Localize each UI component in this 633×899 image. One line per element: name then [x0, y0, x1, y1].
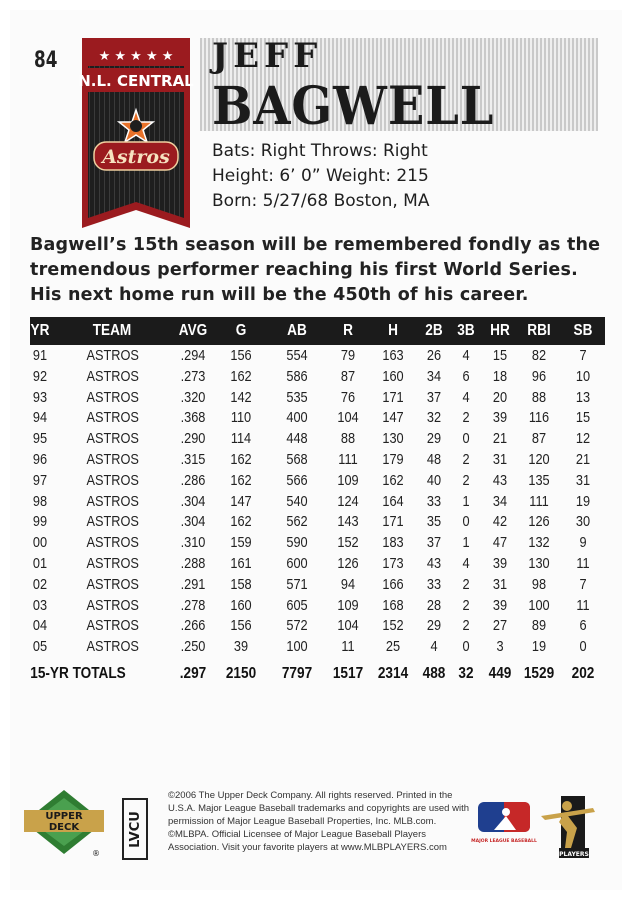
col-header-sb: SB: [573, 322, 593, 339]
stat-cell-2b: 33: [426, 575, 442, 593]
col-header-2b: 2B: [425, 322, 443, 339]
stat-cell-2b: 48: [426, 450, 442, 468]
svg-text:★ ★ ★ ★ ★: ★ ★ ★ ★ ★: [98, 49, 174, 64]
stat-cell-sb: 13: [575, 388, 591, 406]
stat-cell-g: 156: [230, 617, 252, 635]
stat-cell-team: ASTROS: [86, 638, 139, 656]
stat-cell-3b: 0: [462, 638, 470, 656]
col-header-hr: HR: [490, 322, 510, 339]
last-name: BAGWELL: [212, 76, 495, 137]
stat-cell-g: 147: [230, 492, 252, 510]
stat-cell-r: 109: [337, 471, 359, 489]
upper-deck-line1: UPPER: [45, 811, 83, 822]
stat-cell-hr: 18: [492, 367, 508, 385]
career-blurb: Bagwell’s 15th season will be remembered fondly as the tremendous performer reaching his first World Series. His next home run will be the 450th of his career.: [30, 235, 601, 305]
stat-cell-avg: .310: [180, 534, 206, 552]
stat-cell-g: 162: [230, 450, 252, 468]
stat-cell-rbi: 100: [528, 596, 550, 614]
totals-cell: .297: [179, 664, 207, 682]
stat-cell-avg: .304: [180, 492, 206, 510]
stat-cell-sb: 9: [579, 534, 587, 552]
first-name: JEFF: [212, 36, 323, 76]
stat-cell-avg: .250: [180, 638, 206, 656]
mlb-logo-icon: [471, 800, 537, 846]
stats-row: [30, 636, 605, 657]
stat-cell-g: 142: [230, 388, 252, 406]
stat-cell-r: 104: [337, 409, 359, 427]
stat-cell-team: ASTROS: [86, 575, 139, 593]
stat-cell-rbi: 19: [531, 638, 547, 656]
stat-cell-hr: 39: [492, 596, 508, 614]
stat-cell-team: ASTROS: [86, 471, 139, 489]
team-logo-text: Astros: [102, 146, 170, 168]
stat-cell-ab: 554: [286, 347, 308, 364]
stat-cell-yr: 94: [32, 409, 48, 427]
stat-cell-g: 158: [230, 575, 252, 593]
stat-cell-2b: 33: [426, 492, 442, 510]
stat-cell-sb: 7: [579, 575, 587, 593]
stat-cell-team: ASTROS: [86, 367, 139, 385]
stats-row: [30, 407, 605, 428]
bio-born: Born: 5/27/68 Boston, MA: [212, 191, 430, 211]
stat-cell-team: ASTROS: [86, 513, 139, 531]
stat-cell-ab: 540: [286, 492, 308, 510]
stat-cell-team: ASTROS: [86, 534, 139, 552]
stat-cell-yr: 92: [32, 367, 48, 385]
stat-cell-avg: .294: [180, 347, 206, 364]
stat-cell-h: 173: [382, 554, 404, 572]
stat-cell-r: 76: [340, 388, 356, 406]
stats-header-row: [30, 317, 605, 345]
stats-row: [30, 470, 605, 491]
stat-cell-sb: 6: [579, 617, 587, 635]
stat-cell-ab: 586: [286, 367, 308, 385]
stat-cell-hr: 3: [496, 638, 504, 656]
totals-cell: 1517: [332, 664, 364, 682]
stat-cell-2b: 28: [426, 596, 442, 614]
stat-cell-h: 166: [382, 575, 404, 593]
stat-cell-h: 25: [385, 638, 401, 656]
players-caption: PLAYERS: [559, 851, 589, 858]
stat-cell-hr: 39: [492, 554, 508, 572]
col-header-avg: AVG: [178, 322, 208, 339]
totals-cell: 2314: [377, 664, 409, 682]
stat-cell-ab: 448: [286, 430, 308, 448]
col-header-ab: AB: [287, 322, 307, 339]
col-header-rbi: RBI: [527, 322, 551, 339]
totals-cell: 202: [571, 664, 595, 682]
stat-cell-3b: 4: [462, 388, 470, 406]
stat-cell-rbi: 98: [531, 575, 547, 593]
stat-cell-3b: 1: [462, 492, 470, 510]
stat-cell-ab: 568: [286, 450, 308, 468]
stat-cell-h: 160: [382, 367, 404, 385]
stat-cell-h: 168: [382, 596, 404, 614]
stat-cell-h: 162: [382, 471, 404, 489]
card-code-box: [122, 798, 148, 860]
upper-deck-line2: DECK: [48, 822, 80, 833]
stat-cell-yr: 02: [32, 575, 48, 593]
card-code: LVCU: [127, 810, 143, 848]
stat-cell-r: 152: [337, 534, 359, 552]
stat-cell-rbi: 111: [529, 492, 549, 510]
svg-text:®: ®: [92, 849, 100, 858]
totals-cell: 449: [488, 664, 512, 682]
stat-cell-ab: 590: [286, 534, 308, 552]
stat-cell-avg: .266: [180, 617, 206, 635]
card-number: 84: [34, 48, 58, 73]
stat-cell-sb: 11: [576, 596, 590, 614]
stat-cell-hr: 43: [492, 471, 508, 489]
stat-cell-3b: 1: [462, 534, 470, 552]
stat-cell-ab: 605: [286, 596, 308, 614]
stat-cell-rbi: 120: [528, 450, 550, 468]
stat-cell-team: ASTROS: [86, 554, 139, 572]
stat-cell-team: ASTROS: [86, 409, 139, 427]
stat-cell-3b: 2: [462, 617, 470, 635]
stat-cell-g: 159: [230, 534, 252, 552]
stat-cell-yr: 00: [32, 534, 48, 552]
totals-cell: 7797: [281, 664, 313, 682]
stat-cell-2b: 35: [426, 513, 442, 531]
bio-bats-throws: Bats: Right Throws: Right: [212, 141, 428, 161]
stat-cell-r: 104: [337, 617, 359, 635]
bio-height-weight: Height: 6’ 0” Weight: 215: [212, 166, 429, 186]
stat-cell-avg: .286: [180, 471, 206, 489]
stat-cell-sb: 10: [575, 367, 591, 385]
stat-cell-rbi: 126: [528, 513, 550, 531]
upper-deck-logo-icon: [22, 788, 106, 858]
stat-cell-team: ASTROS: [86, 617, 139, 635]
stats-row: [30, 449, 605, 470]
stat-cell-hr: 15: [492, 347, 508, 364]
col-header-team: TEAM: [92, 322, 132, 339]
stat-cell-h: 163: [382, 347, 404, 364]
players-association-logo-icon: [537, 792, 599, 862]
col-header-yr: YR: [30, 322, 50, 339]
stat-cell-rbi: 132: [528, 534, 550, 552]
stat-cell-hr: 39: [492, 409, 508, 427]
stat-cell-sb: 30: [575, 513, 591, 531]
totals-cell: 32: [458, 664, 474, 682]
stat-cell-hr: 42: [492, 513, 508, 531]
stat-cell-hr: 27: [492, 617, 508, 635]
stars-icon: [99, 49, 174, 64]
stat-cell-3b: 2: [462, 575, 470, 593]
stat-cell-yr: 91: [32, 347, 48, 364]
stat-cell-rbi: 89: [531, 617, 547, 635]
stat-cell-hr: 21: [492, 430, 508, 448]
stat-cell-2b: 32: [426, 409, 442, 427]
totals-cell: 488: [422, 664, 446, 682]
stat-cell-r: 88: [340, 430, 356, 448]
stat-cell-g: 156: [230, 347, 252, 364]
stats-row: [30, 428, 605, 449]
stats-row: [30, 615, 605, 636]
stat-cell-rbi: 82: [531, 347, 547, 364]
stat-cell-yr: 95: [32, 430, 48, 448]
stat-cell-h: 179: [382, 450, 404, 468]
stat-cell-team: ASTROS: [86, 596, 139, 614]
stat-cell-team: ASTROS: [86, 430, 139, 448]
stats-row: [30, 553, 605, 574]
stat-cell-g: 160: [230, 596, 252, 614]
stat-cell-ab: 535: [286, 388, 308, 406]
stat-cell-sb: 12: [575, 430, 591, 448]
stat-cell-team: ASTROS: [86, 492, 139, 510]
stat-cell-hr: 34: [492, 492, 508, 510]
stat-cell-2b: 26: [426, 347, 442, 364]
division-label: N.L. CENTRAL: [78, 72, 194, 90]
stat-cell-r: 11: [341, 638, 355, 656]
stat-cell-r: 124: [337, 492, 359, 510]
stat-cell-h: 147: [382, 409, 404, 427]
stat-cell-r: 111: [338, 450, 358, 468]
stat-cell-h: 183: [382, 534, 404, 552]
stat-cell-2b: 40: [426, 471, 442, 489]
stats-row: [30, 595, 605, 616]
stat-cell-ab: 400: [286, 409, 308, 427]
stat-cell-2b: 43: [426, 554, 442, 572]
stat-cell-r: 79: [340, 347, 356, 364]
stat-cell-avg: .288: [180, 554, 206, 572]
stat-cell-hr: 20: [492, 388, 508, 406]
stat-cell-3b: 0: [462, 430, 470, 448]
legal-text: ©2006 The Upper Deck Company. All rights reserved. Printed in the U.S.A. Major League Baseball trademarks and copyrights are used with permission of Major League Baseball Properties, Inc. MLB.com. ©MLBPA. Official Licensee of Major League Baseball Players Association. Visit your favorite players at www.MLBPLAYERS.com: [168, 790, 469, 853]
totals-cell: 1529: [523, 664, 555, 682]
stat-cell-3b: 2: [462, 596, 470, 614]
stat-cell-sb: 21: [575, 450, 591, 468]
stat-cell-sb: 31: [575, 471, 591, 489]
stat-cell-avg: .291: [180, 575, 206, 593]
stat-cell-h: 164: [382, 492, 404, 510]
stat-cell-2b: 37: [426, 534, 442, 552]
stat-cell-ab: 572: [286, 617, 308, 635]
stat-cell-avg: .304: [180, 513, 206, 531]
stat-cell-3b: 4: [462, 554, 470, 572]
stat-cell-avg: .368: [180, 409, 206, 427]
stats-row: [30, 491, 605, 512]
stat-cell-yr: 99: [32, 513, 48, 531]
stat-cell-g: 162: [230, 367, 252, 385]
stat-cell-g: 162: [230, 471, 252, 489]
stat-cell-h: 130: [382, 430, 404, 448]
stat-cell-r: 94: [340, 575, 356, 593]
stats-row: [30, 345, 605, 366]
stat-cell-rbi: 88: [531, 388, 547, 406]
stat-cell-rbi: 96: [531, 367, 547, 385]
stat-cell-ab: 100: [286, 638, 308, 656]
col-header-h: H: [388, 322, 398, 339]
stat-cell-avg: .278: [180, 596, 206, 614]
stat-cell-yr: 97: [32, 471, 48, 489]
stats-row: [30, 387, 605, 408]
stat-cell-2b: 29: [426, 617, 442, 635]
stat-cell-sb: 0: [579, 638, 587, 656]
stat-cell-avg: .273: [180, 367, 206, 385]
stat-cell-hr: 31: [492, 450, 508, 468]
stats-row: [30, 511, 605, 532]
stat-cell-sb: 15: [575, 409, 591, 427]
stat-cell-2b: 37: [426, 388, 442, 406]
stat-cell-3b: 6: [462, 367, 470, 385]
stat-cell-avg: .290: [180, 430, 206, 448]
team-banner: [78, 38, 194, 228]
stat-cell-r: 126: [337, 554, 359, 572]
stat-cell-g: 161: [230, 554, 252, 572]
stat-cell-rbi: 116: [528, 409, 550, 427]
stats-table: [30, 317, 605, 687]
stat-cell-h: 152: [382, 617, 404, 635]
stat-cell-team: ASTROS: [86, 347, 139, 364]
stats-row: [30, 366, 605, 387]
stat-cell-3b: 2: [462, 450, 470, 468]
stat-cell-sb: 11: [576, 554, 590, 572]
stat-cell-2b: 29: [426, 430, 442, 448]
stat-cell-team: ASTROS: [86, 450, 139, 468]
stat-cell-yr: 93: [32, 388, 48, 406]
stat-cell-yr: 03: [32, 596, 48, 614]
stat-cell-hr: 47: [492, 534, 508, 552]
col-header-r: R: [343, 322, 353, 339]
stats-row: [30, 532, 605, 553]
stat-cell-r: 109: [337, 596, 359, 614]
stat-cell-yr: 01: [32, 554, 48, 572]
stat-cell-ab: 600: [286, 554, 308, 572]
stat-cell-yr: 05: [32, 638, 48, 656]
mlb-caption: MAJOR LEAGUE BASEBALL: [471, 839, 537, 844]
stat-cell-hr: 31: [492, 575, 508, 593]
stat-cell-3b: 2: [462, 409, 470, 427]
stat-cell-g: 114: [230, 430, 252, 448]
stat-cell-rbi: 130: [528, 554, 550, 572]
col-header-3b: 3B: [457, 322, 475, 339]
stat-cell-ab: 566: [286, 471, 308, 489]
stat-cell-g: 39: [233, 638, 249, 656]
stat-cell-2b: 4: [430, 638, 438, 656]
stat-cell-g: 110: [230, 409, 252, 427]
stat-cell-r: 143: [337, 513, 359, 531]
stats-totals-row: [30, 661, 605, 687]
stat-cell-team: ASTROS: [86, 388, 139, 406]
stat-cell-3b: 4: [462, 347, 470, 364]
stat-cell-2b: 34: [426, 367, 442, 385]
stat-cell-h: 171: [382, 513, 404, 531]
stat-cell-3b: 2: [462, 471, 470, 489]
stats-row: [30, 574, 605, 595]
stat-cell-3b: 0: [462, 513, 470, 531]
stat-cell-sb: 19: [575, 492, 591, 510]
stat-cell-ab: 571: [286, 575, 308, 593]
stat-cell-h: 171: [382, 388, 404, 406]
stat-cell-g: 162: [230, 513, 252, 531]
stat-cell-yr: 04: [32, 617, 48, 635]
stat-cell-avg: .320: [180, 388, 206, 406]
stat-cell-ab: 562: [286, 513, 308, 531]
stat-cell-rbi: 87: [531, 430, 547, 448]
stat-cell-rbi: 135: [528, 471, 550, 489]
totals-cell: 2150: [225, 664, 257, 682]
stat-cell-avg: .315: [180, 450, 206, 468]
stat-cell-r: 87: [340, 367, 356, 385]
col-header-g: G: [235, 322, 247, 339]
totals-label: 15-YR TOTALS: [30, 664, 126, 682]
stat-cell-yr: 98: [32, 492, 48, 510]
stat-cell-sb: 7: [579, 347, 587, 364]
stat-cell-yr: 96: [32, 450, 48, 468]
